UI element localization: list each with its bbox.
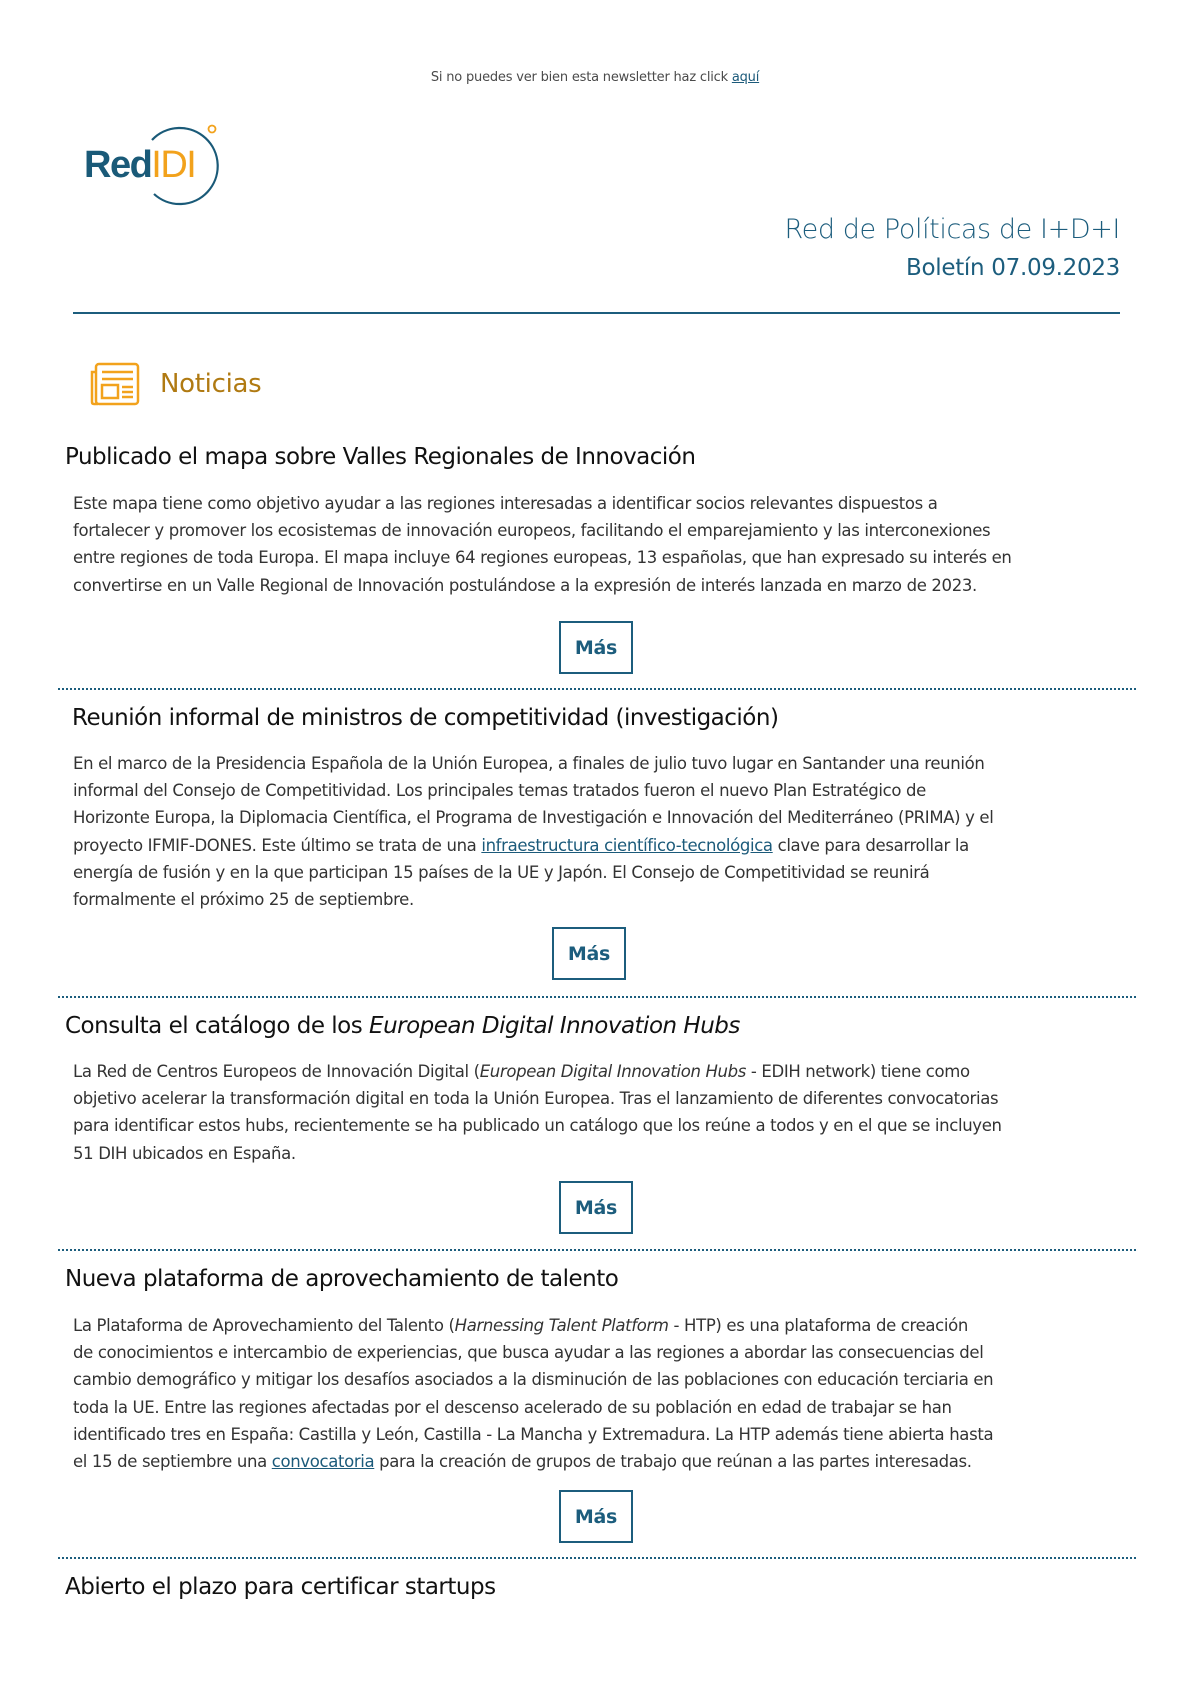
article-line: entre regiones de toda Europa. El mapa incluye 64 regiones europeas, 13 españolas, que han expresado su interés en xyxy=(73,548,1012,568)
article-divider xyxy=(58,1249,1136,1251)
article-body xyxy=(73,1058,1133,1167)
article-title[interactable]: Reunión informal de ministros de competitividad (investigación) xyxy=(72,705,779,731)
view-online-text: Si no puedes ver bien esta newsletter haz click xyxy=(430,70,732,85)
article-title[interactable]: Publicado el mapa sobre Valles Regionales de Innovación xyxy=(65,444,696,470)
article-line: Horizonte Europa, la Diplomacia Científica, el Programa de Investigación e Innovación del Mediterráneo (PRIMA) y el xyxy=(73,808,994,828)
newsletter-date: Boletín 07.09.2023 xyxy=(906,255,1120,281)
article-body xyxy=(73,1312,1133,1475)
view-online-notice xyxy=(0,70,1190,85)
article-line: La Red de Centros Europeos de Innovación Digital (European Digital Innovation Hubs - EDIH network) tiene como xyxy=(73,1062,970,1081)
article-line: energía de fusión y en la que participan 15 países de la UE y Japón. El Consejo de Competitividad se reunirá xyxy=(73,862,930,882)
more-button[interactable]: Más xyxy=(559,621,633,674)
section-header-noticias xyxy=(90,362,261,406)
article-line: proyecto IFMIF-DONES. Este último se trata de una infraestructura científico-tecnológica clave para desarrollar la xyxy=(73,835,969,855)
article-line: objetivo acelerar la transformación digital en toda la Unión Europea. Tras el lanzamiento de diferentes convocatorias xyxy=(73,1089,999,1109)
article-line: toda la UE. Entre las regiones afectadas por el descenso acelerado de su población en edad de trabajar se han xyxy=(73,1397,952,1417)
article-line: La Plataforma de Aprovechamiento del Talento (Harnessing Talent Platform - HTP) es una plataforma de creación xyxy=(73,1316,968,1335)
infraestructura-link[interactable]: infraestructura científico-tecnológica xyxy=(481,835,773,855)
section-label: Noticias xyxy=(160,369,262,399)
article-title[interactable]: Consulta el catálogo de los European Digital Innovation Hubs xyxy=(65,1013,740,1039)
article-line: formalmente el próximo 25 de septiembre. xyxy=(73,890,414,910)
more-button[interactable]: Más xyxy=(552,927,626,980)
article-line: de conocimientos e intercambio de experiencias, que busca ayudar a las regiones a abordar las consecuencias del xyxy=(73,1343,984,1363)
article-line: cambio demográfico y mitigar los desafíos asociados a la disminución de las poblaciones con educación terciaria en xyxy=(73,1370,994,1390)
article-title[interactable]: Nueva plataforma de aprovechamiento de talento xyxy=(65,1266,619,1292)
logo-wordmark: RedIDI xyxy=(84,144,196,186)
article-line: En el marco de la Presidencia Española de la Unión Europea, a finales de julio tuvo lugar en Santander una reunión xyxy=(73,754,985,773)
newspaper-icon xyxy=(90,362,140,406)
article-line: identificado tres en España: Castilla y León, Castilla - La Mancha y Extremadura. La HTP además tiene abierta hasta xyxy=(73,1424,994,1444)
newsletter-title: Red de Políticas de I+D+I xyxy=(784,214,1120,245)
view-online-link[interactable]: aquí xyxy=(731,70,760,85)
article-line: informal del Consejo de Competitividad. Los principales temas tratados fueron el nuevo Plan Estratégico de xyxy=(73,781,926,801)
article-line: fortalecer y promover los ecosistemas de innovación europeos, facilitando el emparejamiento y las interconexiones xyxy=(73,521,991,541)
article-line: Este mapa tiene como objetivo ayudar a las regiones interesadas a identificar socios relevantes dispuestos a xyxy=(73,494,938,513)
article-title[interactable]: Abierto el plazo para certificar startups xyxy=(65,1574,496,1600)
article-divider xyxy=(58,1557,1136,1559)
article-divider xyxy=(58,688,1136,690)
article-line: el 15 de septiembre una convocatoria para la creación de grupos de trabajo que reúnan a las partes interesadas. xyxy=(73,1452,972,1472)
more-button[interactable]: Más xyxy=(559,1490,633,1543)
article-body xyxy=(73,750,1133,913)
header-divider xyxy=(73,312,1120,314)
article-line: para identificar estos hubs, recientemente se ha publicado un catálogo que los reúne a todos y en el que se incluyen xyxy=(73,1116,1002,1136)
more-button[interactable]: Más xyxy=(559,1181,633,1234)
article-body xyxy=(73,490,1133,599)
convocatoria-link[interactable]: convocatoria xyxy=(271,1452,375,1472)
article-divider xyxy=(58,996,1136,998)
article-line: 51 DIH ubicados en España. xyxy=(73,1143,296,1163)
article-line: convertirse en un Valle Regional de Innovación postulándose a la expresión de interés lanzada en marzo de 2023. xyxy=(73,575,977,595)
redidi-logo xyxy=(82,122,242,208)
